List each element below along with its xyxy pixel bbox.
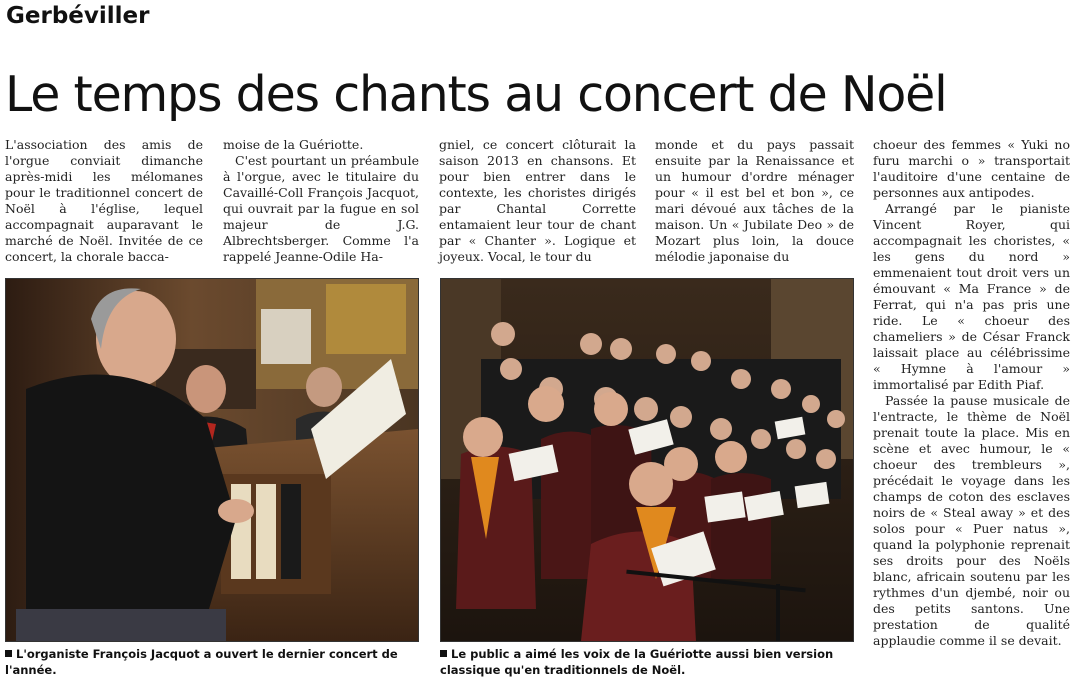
paragraph: Passée la pause musicale de l'entracte, le thème de Noël prenait toute la place. Mis en scène et avec humour, le « choeur des trembleurs », précédait le voyage dans les champs de coton des esclaves noirs de « Steal away » et des solos pour « Puer natus », quand la polyphonie reprenait ses droits pour des Noëls blanc, africain soutenu par les rythmes d'un djembé, noir ou des petits santons. Une prestation de qualité applaudie comme il se devait. xyxy=(873,393,1070,648)
kicker: Gerbéviller xyxy=(6,3,150,29)
choir-photo-illustration xyxy=(441,279,853,641)
paragraph: C'est pourtant un préambule à l'orgue, avec le titulaire du Cavaillé-Coll François Jacquot, qui ouvrait par la fugue en sol majeur de J.G. Albrechtsberger. Comme l'a rappelé Jeanne-Odile Ha- xyxy=(223,153,419,264)
paragraph: choeur des femmes « Yuki no furu marchi o » transportait l'auditoire d'une centaine de personnes aux antipodes. xyxy=(873,137,1070,200)
headline: Le temps des chants au concert de Noël xyxy=(5,65,947,123)
paragraph: Arrangé par le pianiste Vincent Royer, qui accompagnait les choristes, « les gens du nord » emmenaient tout droit vers un émouvant « Ma France » de Ferrat, qui n'a pas pris une ride. Le « choeur des chameliers » de César Franck laissait place au célébrissime « Hymne à l'amour » immortalisé par Edith Piaf. xyxy=(873,201,1070,392)
article-column-1 xyxy=(5,137,203,265)
paragraph: L'association des amis de l'orgue conviait dimanche après-midi les mélomanes pour le traditionnel concert de Noël à l'église, lequel accompagnait auparavant le marché de Noël. Invitée de ce concert, la chorale bacca- xyxy=(5,137,203,264)
caption-square-icon xyxy=(5,650,12,657)
caption-square-icon xyxy=(440,650,447,657)
choir-photo xyxy=(440,278,854,642)
paragraph: monde et du pays passait ensuite par la Renaissance et un humour d'ordre ménager pour « il est bel et bon », ce mari dévoué aux tâches de la maison. Un « Jubilate Deo » de Mozart plus loin, la douce mélodie japonaise du xyxy=(655,137,854,264)
caption-text: Le public a aimé les voix de la Guériotte aussi bien version classique qu'en traditionnels de Noël. xyxy=(440,647,834,677)
article-column-2 xyxy=(223,137,419,265)
organist-photo xyxy=(5,278,419,642)
paragraph: gniel, ce concert clôturait la saison 2013 en chansons. Et pour bien entrer dans le contexte, les choristes dirigés par Chantal Corrette entamaient leur tour de chant par « Chanter ». Logique et joyeux. Vocal, le tour du xyxy=(439,137,636,264)
photo-caption xyxy=(5,646,415,678)
photo-caption xyxy=(440,646,850,678)
article-column-5 xyxy=(873,137,1070,649)
paragraph: moise de la Guériotte. xyxy=(223,137,364,152)
organist-photo-illustration xyxy=(6,279,418,641)
article-column-3 xyxy=(439,137,636,265)
caption-text: L'organiste François Jacquot a ouvert le dernier concert de l'année. xyxy=(5,647,398,677)
article-column-4 xyxy=(655,137,854,265)
